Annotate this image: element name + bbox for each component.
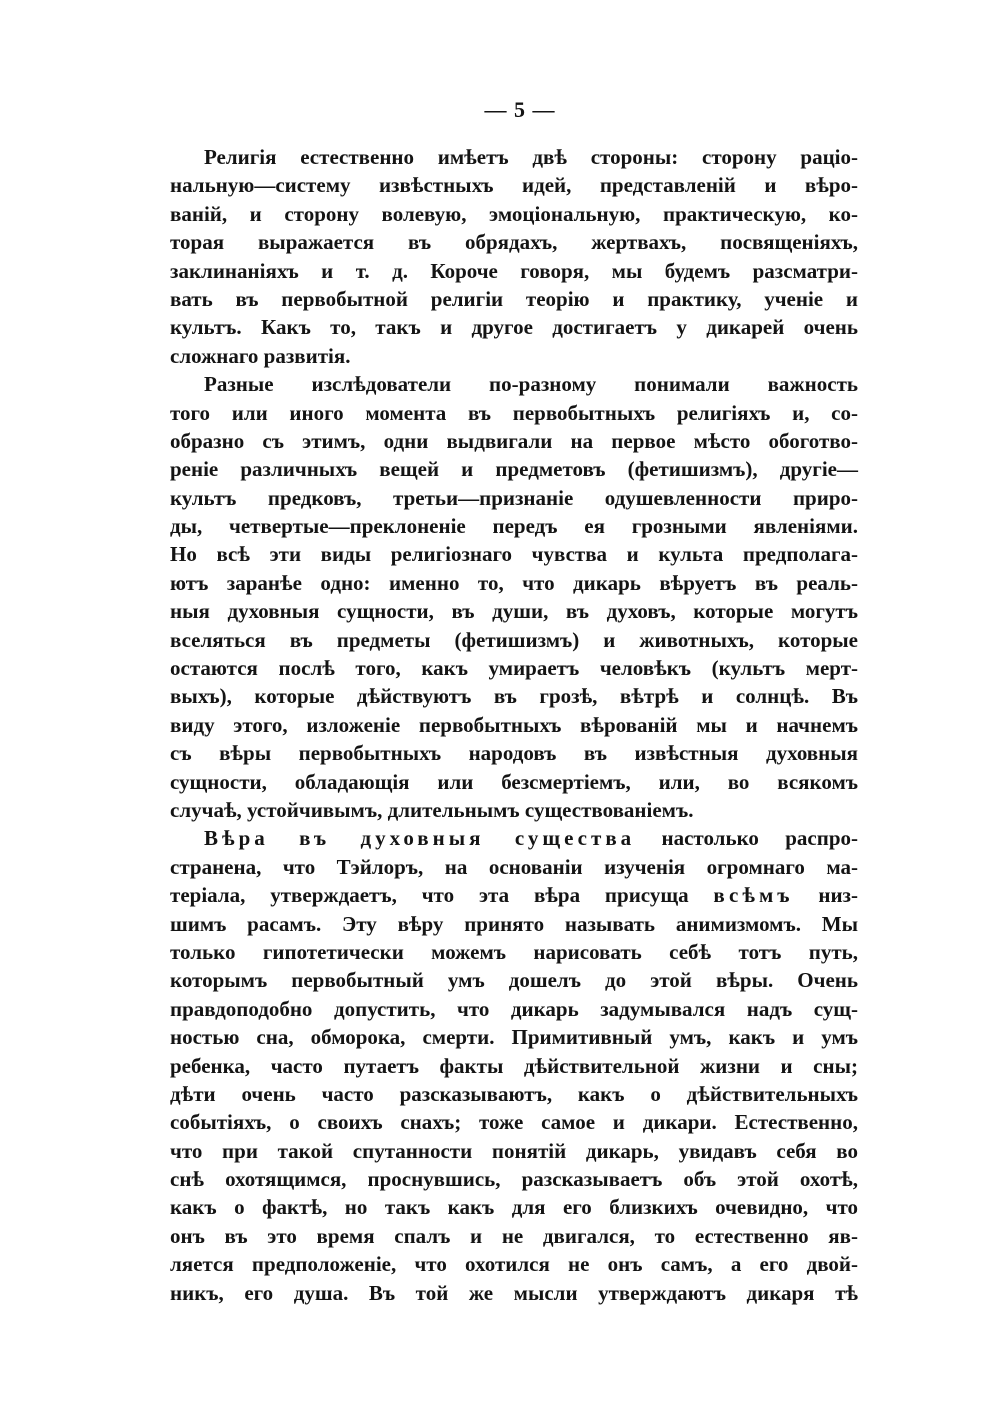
- text-line: нальную—систему извѣстныхъ идей, представленій и вѣро-: [170, 173, 858, 198]
- text-line: культъ. Какъ то, такъ и другое достигаетъ у дикарей очень: [170, 315, 858, 340]
- text-line: шимъ расамъ. Эту вѣру принято называть анимизмомъ. Мы: [170, 911, 858, 936]
- paragraph: [170, 370, 858, 824]
- text-line: никъ, его душа. Въ той же мысли утверждаютъ дикаря тѣ: [170, 1280, 858, 1305]
- text-line: случаѣ, устойчивымъ, длительнымъ существованіемъ.: [170, 797, 694, 822]
- text-line: вать въ первобытной религіи теорію и практику, ученіе и: [170, 286, 858, 311]
- text-line: странена, что Тэйлоръ, на основаніи изученія огромнаго ма-: [170, 854, 858, 879]
- text-line: образно съ этимъ, одни выдвигали на первое мѣсто обоготво-: [170, 428, 858, 453]
- text-line: [170, 881, 858, 909]
- text-line: ваній, и сторону волевую, эмоціональную, практическую, ко-: [170, 201, 858, 226]
- emphasized-text: всѣмъ: [713, 883, 794, 908]
- text-line: какъ о фактѣ, но такъ какъ для его близкихъ очевидно, что: [170, 1195, 858, 1220]
- text-line: сложнаго развитія.: [170, 343, 351, 368]
- text-line: выхъ), которые дѣйствуютъ въ грозѣ, вѣтрѣ и солнцѣ. Въ: [170, 684, 858, 709]
- text-line: онъ въ это время спалъ и не двигался, то естественно яв-: [170, 1223, 858, 1248]
- text-line: Но всѣ эти виды религіознаго чувства и культа предполага-: [170, 542, 858, 567]
- text-segment: теріала, утверждаетъ, что эта вѣра присуща: [170, 883, 714, 908]
- text-line: событіяхъ, о своихъ снахъ; тоже самое и дикари. Естественно,: [170, 1110, 858, 1135]
- text-line: виду этого, изложеніе первобытныхъ вѣрованій мы и начнемъ: [170, 712, 858, 737]
- text-line: снѣ охотящимся, проснувшись, разсказываетъ объ этой охотѣ,: [170, 1167, 858, 1192]
- emphasized-text: Вѣра въ духовныя существа: [204, 826, 636, 851]
- paragraph: [170, 143, 858, 370]
- text-line: того или иного момента въ первобытныхъ религіяхъ и, со-: [170, 400, 858, 425]
- text-line: вселяться въ предметы (фетишизмъ) и животныхъ, которые: [170, 627, 858, 652]
- text-line: ребенка, часто путаетъ факты дѣйствительной жизни и сны;: [170, 1053, 858, 1078]
- text-line: ляется предположеніе, что охотился не онъ самъ, а его двой-: [170, 1252, 858, 1277]
- text-line: ныя духовныя сущности, въ души, въ духовъ, которые могутъ: [170, 599, 858, 624]
- paragraph: [170, 824, 858, 1307]
- text-line: торая выражается въ обрядахъ, жертвахъ, посвященіяхъ,: [170, 230, 858, 255]
- text-line: правдоподобно допустить, что дикарь задумывался надъ сущ-: [170, 996, 858, 1021]
- text-line: что при такой спутанности понятій дикарь, увидавъ себя во: [170, 1138, 858, 1163]
- text-line: съ вѣры первобытныхъ народовъ въ извѣстныя духовныя: [170, 741, 858, 766]
- text-line: только гипотетически можемъ нарисовать себѣ тотъ путь,: [170, 939, 858, 964]
- text-line: дѣти очень часто разсказываютъ, какъ о дѣйствительныхъ: [170, 1081, 858, 1106]
- text-line: реніе различныхъ вещей и предметовъ (фетишизмъ), другіе—: [170, 457, 858, 482]
- text-segment: настолько распро-: [635, 826, 858, 851]
- page-number: — 5 —: [484, 97, 556, 122]
- text-line: сущности, обладающія или безсмертіемъ, или, во всякомъ: [170, 769, 858, 794]
- text-line: ютъ заранѣе одно: именно то, что дикарь вѣруетъ въ реаль-: [170, 570, 858, 595]
- text-line: которымъ первобытный умъ дошелъ до этой вѣры. Очень: [170, 968, 858, 993]
- text-line: Религія естественно имѣетъ двѣ стороны: сторону раціо-: [204, 145, 858, 169]
- text-line: культъ предковъ, третьи—признаніе одушевленности приро-: [170, 485, 858, 510]
- text-line: заклинаніяхъ и т. д. Короче говоря, мы будемъ разсматри-: [170, 258, 858, 283]
- text-line: ды, четвертые—преклоненіе передъ ея грозными явленіями.: [170, 514, 858, 539]
- text-line: Разные изслѣдователи по-разному понимали важность: [204, 372, 858, 397]
- text-line: остаются послѣ того, какъ умираетъ человѣкъ (культъ мерт-: [170, 656, 858, 681]
- body-text: [170, 143, 858, 1307]
- text-line: [170, 824, 858, 852]
- text-segment: низ-: [793, 883, 858, 908]
- text-line: ностью сна, обморока, смерти. Примитивный умъ, какъ и умъ: [170, 1025, 858, 1050]
